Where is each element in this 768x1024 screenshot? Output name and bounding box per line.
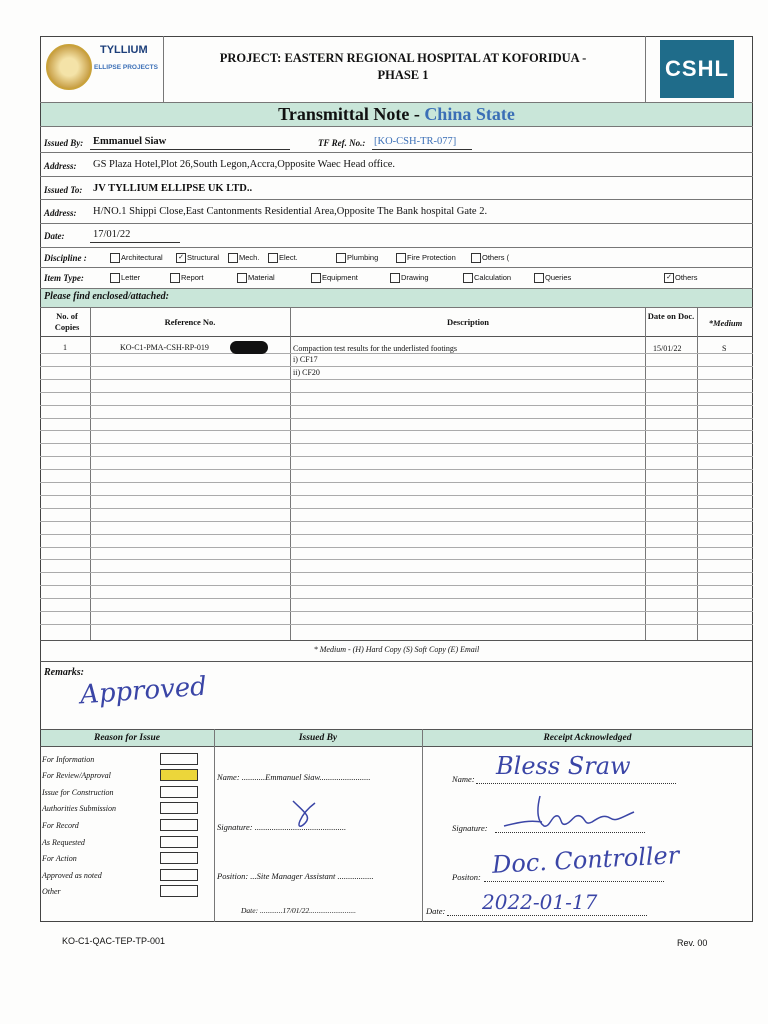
reason-for-record: For Record [42, 821, 79, 830]
item-equipment[interactable]: Equipment [311, 273, 358, 283]
table-row-line [40, 392, 753, 393]
discipline-label: Discipline : [44, 253, 87, 263]
reason-header: Reason for Issue [94, 733, 160, 743]
coat-of-arms-icon [46, 44, 92, 90]
item-report[interactable]: Report [170, 273, 204, 283]
tf-ref-label: TF Ref. No.: [318, 138, 366, 148]
receipt-position-handwritten: Doc. Controller [491, 841, 680, 879]
checkbox-icon [228, 253, 238, 263]
checkbox-icon [237, 273, 247, 283]
row1-description: Compaction test results for the underlisted footings [293, 344, 457, 353]
reason-for-review: For Review/Approval [42, 771, 111, 780]
checkbox-icon [534, 273, 544, 283]
date-value: 17/01/22 [93, 229, 131, 240]
reason-authorities: Authorities Submission [42, 804, 117, 813]
logo-sub: ELLIPSE PROJECTS [94, 64, 158, 71]
medium-note: * Medium - (H) Hard Copy (S) Soft Copy (E) Email [313, 645, 480, 654]
receipt-date-handwritten: 2022-01-17 [482, 890, 598, 914]
table-row-line [40, 379, 753, 380]
table-row-line [40, 366, 753, 367]
checkbox-icon [463, 273, 473, 283]
receipt-signature-label: Signature: [452, 823, 488, 833]
discipline-plumbing[interactable]: Plumbing [336, 253, 378, 263]
row1-reference: KO-C1-PMA-CSH-RP-019 [120, 343, 209, 352]
col-header-copies: No. of Copies [54, 311, 80, 332]
reason-box-construction[interactable] [160, 786, 198, 798]
reason-box-review-highlighted[interactable] [160, 769, 198, 781]
reason-box-other[interactable] [160, 885, 198, 897]
table-row-line [40, 456, 753, 457]
checkbox-icon [471, 253, 481, 263]
table-row-line [40, 353, 753, 354]
address-2-value: H/NO.1 Shippi Close,East Cantonments Residential Area,Opposite The Bank hospital Gate 2. [93, 206, 488, 217]
title-accent: China State [424, 104, 515, 124]
discipline-architectural[interactable]: Architectural [110, 253, 163, 263]
col-header-reference: Reference No. [164, 317, 216, 327]
project-title [163, 50, 643, 84]
table-row-line [40, 418, 753, 419]
reason-box-authorities[interactable] [160, 802, 198, 814]
footer-revision: Rev. 00 [677, 938, 708, 948]
checkbox-icon [311, 273, 321, 283]
footer-doc-code: KO-C1-QAC-TEP-TP-001 [62, 936, 166, 946]
checkbox-icon [170, 273, 180, 283]
issued-date: Date: ............17/01/22......................... [241, 906, 356, 915]
table-row-line [40, 585, 753, 586]
table-row-line [40, 495, 753, 496]
issued-name: Name: ...........Emmanuel Siaw........................ [217, 772, 371, 782]
row1-medium: S [722, 344, 727, 353]
redaction-mark [230, 341, 268, 354]
date-label: Date: [44, 231, 65, 241]
project-line-2: PHASE 1 [377, 68, 429, 82]
receipt-date-label: Date: [426, 906, 446, 916]
checkbox-icon [336, 253, 346, 263]
table-row-line [40, 469, 753, 470]
tf-ref-value: [KO-CSH-TR-077] [374, 136, 457, 147]
item-material[interactable]: Material [237, 273, 275, 283]
reason-construction: Issue for Construction [42, 788, 114, 797]
left-logo [42, 38, 162, 100]
reason-box-action[interactable] [160, 852, 198, 864]
table-row-line [40, 443, 753, 444]
checkmark-icon: ✓ [176, 253, 186, 263]
col-header-date: Date on Doc. [647, 311, 695, 321]
issued-by-value: Emmanuel Siaw [93, 136, 167, 147]
table-row-line [40, 547, 753, 548]
reason-box-approved-noted[interactable] [160, 869, 198, 881]
issued-to-value: JV TYLLIUM ELLIPSE UK LTD.. [93, 183, 253, 194]
issued-header: Issued By [298, 733, 338, 743]
checkmark-icon: ✓ [664, 273, 674, 283]
issued-position: Position: ...Site Manager Assistant ................. [217, 871, 374, 881]
col-header-description: Description [446, 317, 490, 327]
checkbox-icon [396, 253, 406, 263]
item-queries[interactable]: Queries [534, 273, 571, 283]
issued-to-label: Issued To: [44, 185, 83, 195]
receipt-name-label: Name: [452, 774, 475, 784]
item-letter[interactable]: Letter [110, 273, 140, 283]
table-row-line [40, 534, 753, 535]
reason-as-requested: As Requested [42, 838, 85, 847]
receipt-position-label: Positon: [452, 872, 481, 882]
reason-for-action: For Action [42, 854, 77, 863]
receipt-header: Receipt Acknowledged [543, 733, 632, 743]
checkbox-icon [110, 253, 120, 263]
item-others[interactable]: ✓ Others [664, 273, 698, 283]
title-main: Transmittal Note - [278, 104, 425, 124]
row1-copies: 1 [63, 343, 67, 352]
reason-box-requested[interactable] [160, 836, 198, 848]
address-2-label: Address: [44, 208, 77, 218]
address-1-label: Address: [44, 161, 77, 171]
reason-for-information: For Information [42, 755, 95, 764]
enclosed-label: Please find enclosed/attached: [44, 291, 169, 302]
checkbox-icon [110, 273, 120, 283]
project-line-1: PROJECT: EASTERN REGIONAL HOSPITAL AT KOFORIDUA - [219, 51, 587, 65]
discipline-structural[interactable]: ✓ Structural [176, 253, 219, 263]
col-header-medium: *Medium [708, 318, 743, 328]
item-calculation[interactable]: Calculation [463, 273, 511, 283]
logo-brand: TYLLIUM [100, 44, 148, 56]
issued-signature-mark [285, 795, 325, 835]
table-row-line [40, 508, 753, 509]
receipt-signature-mark [500, 792, 640, 834]
reason-box-information[interactable] [160, 753, 198, 765]
row1-date: 15/01/22 [653, 344, 682, 353]
checkbox-icon [268, 253, 278, 263]
table-row-line [40, 521, 753, 522]
item-type-label: Item Type: [44, 273, 84, 283]
issued-signature: Signature: ........................................... [217, 822, 347, 832]
table-row-line [40, 611, 753, 612]
item-drawing[interactable]: Drawing [390, 273, 429, 283]
discipline-elect[interactable]: Elect. [268, 253, 298, 263]
remarks-label: Remarks: [44, 667, 84, 678]
table-row-line [40, 405, 753, 406]
title-bar [41, 103, 752, 126]
address-1-value: GS Plaza Hotel,Plot 26,South Legon,Accra,Opposite Waec Head office. [93, 159, 396, 170]
table-row-line [40, 598, 753, 599]
remarks-handwritten: Approved [79, 671, 208, 711]
table-row-line [40, 624, 753, 625]
reason-box-record[interactable] [160, 819, 198, 831]
discipline-mech[interactable]: Mech. [228, 253, 259, 263]
receipt-name-handwritten: Bless Sraw [496, 752, 631, 780]
reason-approved-as-noted: Approved as noted [42, 871, 102, 880]
cshl-logo: CSHL [660, 40, 734, 98]
row2-description: i) CF17 [293, 355, 318, 364]
reason-other: Other [42, 887, 61, 896]
row3-description: ii) CF20 [293, 368, 320, 377]
issued-by-label: Issued By: [44, 138, 84, 148]
table-row-line [40, 430, 753, 431]
table-row-line [40, 572, 753, 573]
table-row-line [40, 559, 753, 560]
checkbox-icon [390, 273, 400, 283]
discipline-fire-protection[interactable]: Fire Protection [396, 253, 456, 263]
table-row-line [40, 482, 753, 483]
discipline-others[interactable]: Others ( [471, 253, 509, 263]
